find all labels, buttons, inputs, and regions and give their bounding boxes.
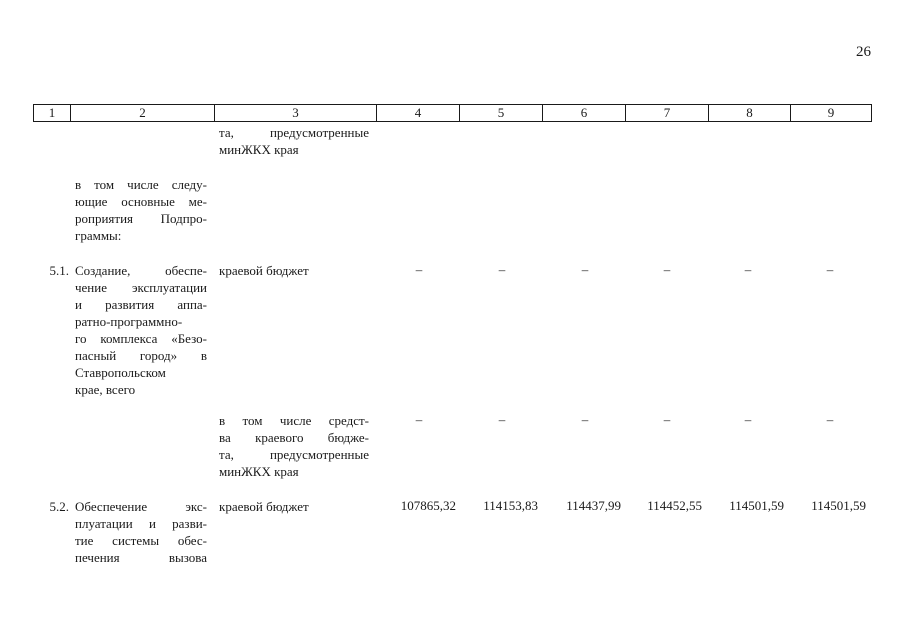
header-col-8: 8 [709,105,791,122]
page-number: 26 [856,44,871,60]
row-5-2-value-col8: 114501,59 [729,498,784,513]
text-line: в том числе средст- [219,413,369,428]
text-line: та, предусмотренные [219,125,369,140]
row-5-1-value-col4: – [415,262,423,277]
text-line: та, предусмотренные [219,447,369,462]
text-line: и развития аппа- [75,297,207,312]
text-line: тие системы обес- [75,533,207,548]
header-col-3: 3 [215,105,377,122]
text-line: Ставропольском [75,365,166,380]
row-5-2-value-col9: 114501,59 [811,498,866,513]
header-col-6: 6 [543,105,626,122]
column-header-table [33,104,872,122]
text-line: в том числе следу- [75,177,207,192]
header-col-7: 7 [626,105,709,122]
row-5-1-value-col9: – [826,262,834,277]
row-5-1-value-col5: – [498,262,506,277]
row-5-1-title [75,262,207,398]
row-5-1-sub-source [219,412,369,480]
header-col-1: 1 [34,105,71,122]
header-col-2: 2 [71,105,215,122]
row-number-5-2: 5.2. [49,499,69,514]
row-5-1-source: краевой бюджет [219,263,309,278]
text-line: го комплекса «Безо- [75,331,207,346]
row-5-1-sub-value-col9: – [826,412,834,427]
row-5-2-value-col6: 114437,99 [566,498,621,513]
text-line: ющие основные ме- [75,194,207,209]
row-5-2-value-col4: 107865,32 [400,498,456,513]
row-5-1-sub-value-col6: – [581,412,589,427]
including-activities-text [75,176,207,244]
row-5-1-sub-value-col7: – [663,412,671,427]
continuation-source-text [219,124,369,158]
row-5-1-value-col6: – [581,262,589,277]
row-number-5-1: 5.1. [49,263,69,278]
text-line: Создание, обеспе- [75,263,207,278]
header-col-5: 5 [460,105,543,122]
row-5-1-value-col8: – [744,262,752,277]
text-line: плуатации и разви- [75,516,207,531]
text-line: чение эксплуатации [75,280,207,295]
text-line: ва краевого бюдже- [219,430,369,445]
text-line: печения вызова [75,550,207,565]
text-line: минЖКХ края [219,464,299,479]
row-5-2-value-col5: 114153,83 [483,498,538,513]
text-line: ратно-программно- [75,314,183,329]
row-5-1-value-col7: – [663,262,671,277]
row-5-2-source: краевой бюджет [219,499,309,514]
text-line: граммы: [75,228,122,243]
text-line: пасный город» в [75,348,207,363]
text-line: минЖКХ края [219,142,299,157]
row-5-2-title [75,498,207,566]
header-col-4: 4 [377,105,460,122]
row-5-2-value-col7: 114452,55 [647,498,702,513]
text-line: Обеспечение экс- [75,499,207,514]
row-5-1-sub-value-col5: – [498,412,506,427]
text-line: роприятия Подпро- [75,211,207,226]
row-5-1-sub-value-col4: – [415,412,423,427]
header-col-9: 9 [791,105,872,122]
text-line: крае, всего [75,382,136,397]
row-5-1-sub-value-col8: – [744,412,752,427]
